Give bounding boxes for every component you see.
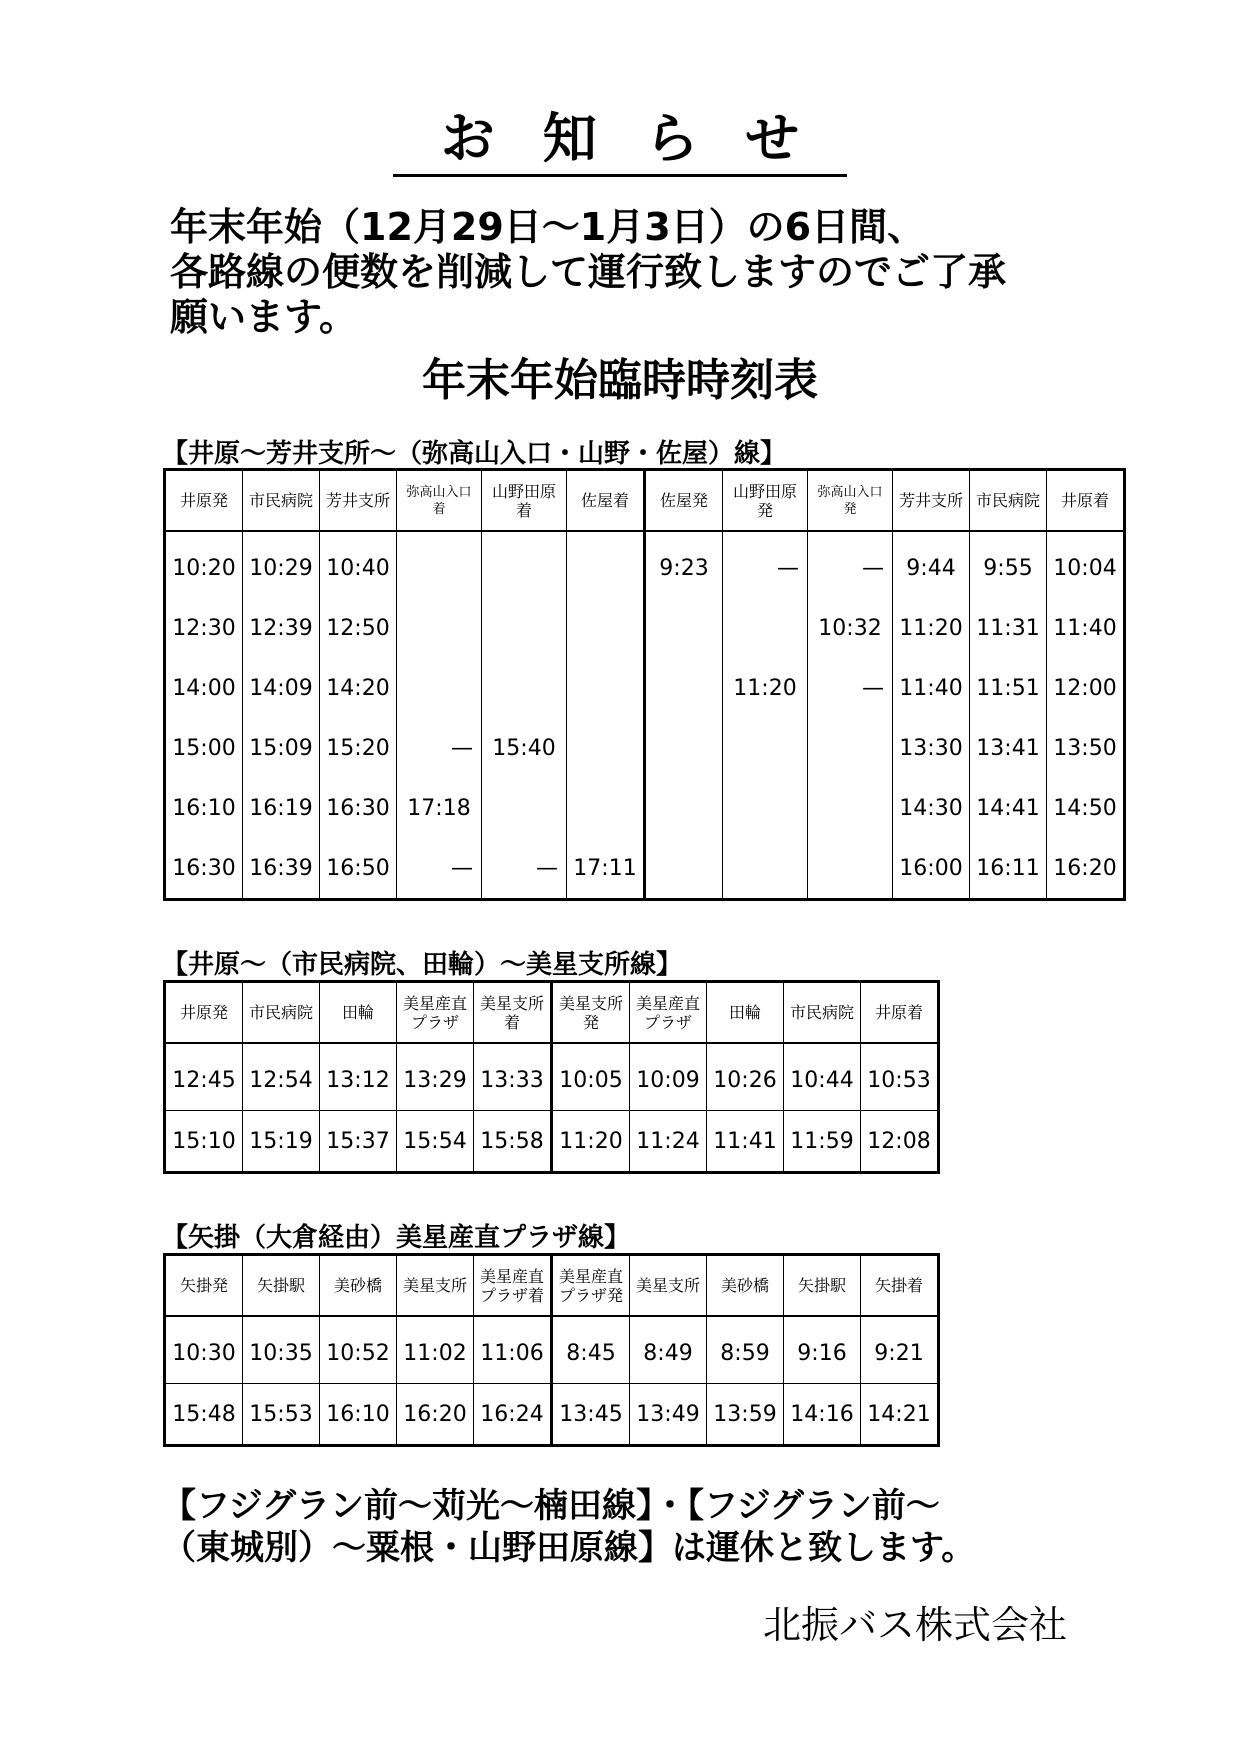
header-text: プラザ発 <box>558 1285 623 1305</box>
time-cell: 14:50 <box>1047 778 1125 838</box>
time-cell: 10:44 <box>784 1043 861 1111</box>
header-text: 発 <box>582 1012 599 1032</box>
notice-line: 各路線の便数を削減して運行致しますのでご了承 <box>170 250 1007 294</box>
header-text: 美星支所 <box>558 993 623 1013</box>
time-cell: 15:00 <box>165 718 243 778</box>
time-cell: 17:18 <box>397 778 482 838</box>
time-cell: 11:31 <box>970 598 1047 658</box>
time-cell: 15:10 <box>165 1111 243 1173</box>
time-cell <box>567 598 645 658</box>
time-cell <box>723 598 808 658</box>
table-row <box>165 1384 939 1446</box>
time-cell: 15:53 <box>243 1384 320 1446</box>
column-header <box>482 470 567 532</box>
column-header <box>707 982 784 1044</box>
time-cell: 11:06 <box>474 1316 552 1384</box>
header-row <box>165 1255 939 1317</box>
column-header <box>630 982 707 1044</box>
column-header <box>552 982 630 1044</box>
time-cell: 15:54 <box>397 1111 474 1173</box>
time-cell: — <box>397 838 482 900</box>
time-cell: 14:09 <box>243 658 320 718</box>
header-row <box>165 470 1125 532</box>
notice-line: 年末年始（12月29日～1月3日）の6日間、 <box>170 205 926 249</box>
column-header <box>784 1255 861 1317</box>
time-cell: 15:09 <box>243 718 320 778</box>
header-text: プラザ <box>410 1012 459 1032</box>
time-cell: 16:30 <box>320 778 397 838</box>
time-cell <box>808 838 893 900</box>
time-cell: 14:20 <box>320 658 397 718</box>
time-cell: 8:59 <box>707 1316 784 1384</box>
time-cell: 10:09 <box>630 1043 707 1111</box>
header-text: 矢掛駅 <box>256 1276 305 1295</box>
route-1-timetable <box>163 468 1126 901</box>
header-text: 矢掛着 <box>874 1276 923 1295</box>
time-cell: 11:20 <box>893 598 970 658</box>
time-cell: 10:26 <box>707 1043 784 1111</box>
header-text: 弥高山入口 <box>817 484 883 500</box>
time-cell: — <box>397 718 482 778</box>
header-text: 美星産直 <box>635 993 700 1013</box>
time-cell: 14:41 <box>970 778 1047 838</box>
table-row <box>165 778 1125 838</box>
time-cell <box>645 718 723 778</box>
header-text: 着 <box>503 1012 520 1032</box>
column-header <box>1047 470 1125 532</box>
header-text: 美砂橋 <box>720 1276 769 1295</box>
time-cell: 12:08 <box>861 1111 939 1173</box>
column-header <box>320 470 397 532</box>
time-cell <box>723 838 808 900</box>
column-header <box>397 1255 474 1317</box>
time-cell: 16:24 <box>474 1384 552 1446</box>
column-header <box>474 982 552 1044</box>
table-row <box>165 658 1125 718</box>
time-cell <box>808 718 893 778</box>
time-cell: 10:05 <box>552 1043 630 1111</box>
time-cell <box>567 531 645 598</box>
table-row <box>165 838 1125 900</box>
time-cell <box>645 598 723 658</box>
time-cell: 11:41 <box>707 1111 784 1173</box>
time-cell: 11:24 <box>630 1111 707 1173</box>
header-text: 市民病院 <box>248 491 313 510</box>
route-2-timetable <box>163 980 940 1174</box>
column-header <box>165 470 243 532</box>
time-cell: 13:33 <box>474 1043 552 1111</box>
column-header <box>630 1255 707 1317</box>
time-cell: 9:55 <box>970 531 1047 598</box>
column-header <box>784 982 861 1044</box>
time-cell <box>397 658 482 718</box>
column-header <box>474 1255 552 1317</box>
column-header <box>320 982 397 1044</box>
header-text: 市民病院 <box>975 491 1040 510</box>
time-cell: 14:00 <box>165 658 243 718</box>
column-header <box>243 1255 320 1317</box>
header-text: 矢掛発 <box>179 1276 228 1295</box>
time-cell: 17:11 <box>567 838 645 900</box>
time-cell: 16:19 <box>243 778 320 838</box>
time-cell <box>723 718 808 778</box>
notice-title: お知らせ <box>0 112 1240 166</box>
time-cell: 10:53 <box>861 1043 939 1111</box>
route-1-title: 【井原～芳井支所～（弥高山入口・山野・佐屋）線】 <box>162 439 787 469</box>
column-header <box>893 470 970 532</box>
header-text: 着 <box>515 500 532 520</box>
header-text: 井原発 <box>179 491 228 510</box>
time-cell: 10:52 <box>320 1316 397 1384</box>
header-text: 市民病院 <box>789 1003 854 1022</box>
time-cell: 16:00 <box>893 838 970 900</box>
time-cell: 13:50 <box>1047 718 1125 778</box>
suspension-notice <box>162 1485 975 1569</box>
time-cell: 16:30 <box>165 838 243 900</box>
company-name: 北振バス株式会社 <box>762 1603 1067 1647</box>
header-text: 井原着 <box>1060 491 1109 510</box>
column-header <box>320 1255 397 1317</box>
route-3-title: 【矢掛（大倉経由）美星産直プラザ線】 <box>162 1223 631 1253</box>
time-cell: 10:30 <box>165 1316 243 1384</box>
time-cell: 9:16 <box>784 1316 861 1384</box>
time-cell: 15:48 <box>165 1384 243 1446</box>
time-cell: 13:41 <box>970 718 1047 778</box>
timetable-title: 年末年始臨時時刻表 <box>422 355 818 406</box>
header-text: 美星産直 <box>402 993 467 1013</box>
table-row <box>165 1043 939 1111</box>
time-cell <box>482 658 567 718</box>
time-cell: — <box>808 531 893 598</box>
header-text: 発 <box>756 500 773 520</box>
header-text: 美星産直 <box>558 1266 623 1286</box>
column-header <box>397 982 474 1044</box>
time-cell: 16:10 <box>320 1384 397 1446</box>
table-row <box>165 718 1125 778</box>
column-header <box>243 470 320 532</box>
time-cell: 10:04 <box>1047 531 1125 598</box>
time-cell: 10:35 <box>243 1316 320 1384</box>
table-row <box>165 531 1125 598</box>
header-text: 田輪 <box>341 1003 374 1022</box>
column-header <box>165 982 243 1044</box>
time-cell: — <box>723 531 808 598</box>
time-cell: 12:54 <box>243 1043 320 1111</box>
time-cell <box>567 778 645 838</box>
notice-line: 願います。 <box>170 295 357 339</box>
time-cell: 15:37 <box>320 1111 397 1173</box>
header-text: 美星支所 <box>479 993 544 1013</box>
time-cell: 14:21 <box>861 1384 939 1446</box>
header-text: 弥高山入口 <box>406 484 472 500</box>
column-header <box>861 982 939 1044</box>
header-text: 山野田原 <box>732 481 797 501</box>
time-cell: 15:58 <box>474 1111 552 1173</box>
suspension-line: （東城別）～粟根・山野田原線】は運休と致します。 <box>162 1528 976 1568</box>
column-header <box>552 1255 630 1317</box>
column-header <box>645 470 723 532</box>
time-cell <box>482 531 567 598</box>
time-cell: — <box>482 838 567 900</box>
time-cell: — <box>808 658 893 718</box>
time-cell <box>645 778 723 838</box>
suspension-line: 【フジグラン前～苅光～楠田線】・【フジグラン前～ <box>162 1486 940 1526</box>
time-cell: 15:20 <box>320 718 397 778</box>
time-cell: 12:00 <box>1047 658 1125 718</box>
time-cell <box>567 718 645 778</box>
time-cell: 10:29 <box>243 531 320 598</box>
time-cell: 10:32 <box>808 598 893 658</box>
header-text: 発 <box>843 501 857 517</box>
time-cell: 15:40 <box>482 718 567 778</box>
time-cell: 12:39 <box>243 598 320 658</box>
time-cell: 16:20 <box>397 1384 474 1446</box>
time-cell: 8:45 <box>552 1316 630 1384</box>
time-cell: 13:29 <box>397 1043 474 1111</box>
column-header <box>707 1255 784 1317</box>
time-cell <box>645 838 723 900</box>
column-header <box>723 470 808 532</box>
header-text: プラザ <box>643 1012 692 1032</box>
time-cell: 14:30 <box>893 778 970 838</box>
time-cell: 12:30 <box>165 598 243 658</box>
header-text: 芳井支所 <box>898 491 963 510</box>
time-cell: 16:11 <box>970 838 1047 900</box>
time-cell: 14:16 <box>784 1384 861 1446</box>
time-cell: 12:45 <box>165 1043 243 1111</box>
time-cell <box>808 778 893 838</box>
header-text: 美星産直 <box>479 1266 544 1286</box>
header-text: 美砂橋 <box>333 1276 382 1295</box>
time-cell: 16:50 <box>320 838 397 900</box>
header-text: 佐屋着 <box>580 491 629 510</box>
time-cell: 12:50 <box>320 598 397 658</box>
header-text: 美星支所 <box>402 1276 467 1295</box>
time-cell: 11:40 <box>1047 598 1125 658</box>
time-cell: 11:20 <box>723 658 808 718</box>
column-header <box>861 1255 939 1317</box>
time-cell: 16:20 <box>1047 838 1125 900</box>
time-cell: 11:40 <box>893 658 970 718</box>
header-text: 田輪 <box>728 1003 761 1022</box>
time-cell: 10:20 <box>165 531 243 598</box>
time-cell: 9:23 <box>645 531 723 598</box>
time-cell <box>397 598 482 658</box>
column-header <box>165 1255 243 1317</box>
column-header <box>397 470 482 532</box>
table-row <box>165 598 1125 658</box>
time-cell: 11:59 <box>784 1111 861 1173</box>
time-cell: 13:45 <box>552 1384 630 1446</box>
header-text: 井原着 <box>874 1003 923 1022</box>
column-header <box>808 470 893 532</box>
column-header <box>970 470 1047 532</box>
header-text: 佐屋発 <box>659 491 708 510</box>
time-cell <box>645 658 723 718</box>
time-cell: 15:19 <box>243 1111 320 1173</box>
route-2-title: 【井原～（市民病院、田輪）～美星支所線】 <box>162 950 683 980</box>
time-cell <box>723 778 808 838</box>
time-cell <box>482 778 567 838</box>
time-cell: 13:59 <box>707 1384 784 1446</box>
header-text: プラザ着 <box>479 1285 544 1305</box>
header-text: 市民病院 <box>248 1003 313 1022</box>
table-row <box>165 1316 939 1384</box>
time-cell: 16:10 <box>165 778 243 838</box>
time-cell: 11:51 <box>970 658 1047 718</box>
header-text: 山野田原 <box>491 481 556 501</box>
time-cell: 9:21 <box>861 1316 939 1384</box>
time-cell: 13:12 <box>320 1043 397 1111</box>
time-cell: 10:40 <box>320 531 397 598</box>
header-text: 着 <box>432 501 446 517</box>
time-cell <box>482 598 567 658</box>
time-cell: 11:02 <box>397 1316 474 1384</box>
time-cell: 16:39 <box>243 838 320 900</box>
time-cell: 11:20 <box>552 1111 630 1173</box>
time-cell: 8:49 <box>630 1316 707 1384</box>
header-text: 井原発 <box>179 1003 228 1022</box>
header-text: 芳井支所 <box>325 491 390 510</box>
time-cell: 13:49 <box>630 1384 707 1446</box>
time-cell <box>567 658 645 718</box>
table-row <box>165 1111 939 1173</box>
time-cell <box>397 531 482 598</box>
time-cell: 9:44 <box>893 531 970 598</box>
column-header <box>243 982 320 1044</box>
notice-text <box>170 205 1070 340</box>
column-header <box>567 470 645 532</box>
header-row <box>165 982 939 1044</box>
time-cell: 13:30 <box>893 718 970 778</box>
header-text: 矢掛駅 <box>797 1276 846 1295</box>
header-text: 美星支所 <box>635 1276 700 1295</box>
route-3-timetable <box>163 1253 940 1447</box>
